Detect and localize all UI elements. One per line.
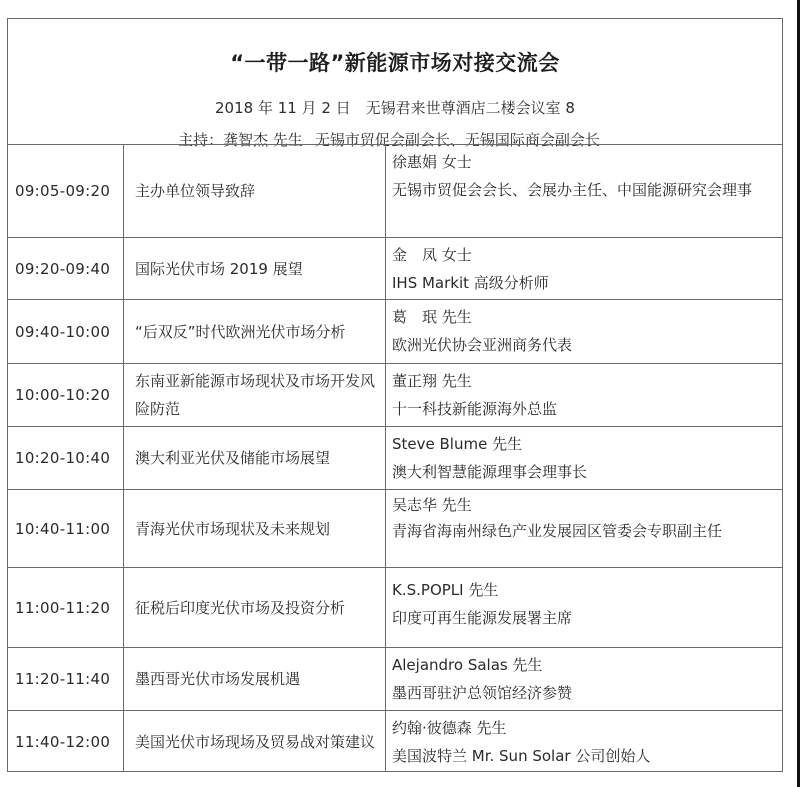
session-speaker — [386, 427, 782, 489]
session-time: 11:00-11:20 — [8, 568, 124, 647]
table-row — [8, 710, 782, 772]
event-date-venue: 2018 年 11 月 2 日 无锡君来世尊酒店二楼会议室 8 — [215, 99, 575, 117]
table-row — [8, 144, 782, 237]
agenda-header — [8, 19, 782, 149]
session-speaker — [386, 568, 782, 647]
session-topic: 国际光伏市场 2019 展望 — [124, 238, 386, 299]
session-topic: 主办单位领导致辞 — [124, 145, 386, 237]
session-speaker — [386, 300, 782, 363]
speaker-title: 澳大利智慧能源理事会理事长 — [392, 463, 588, 481]
speaker-name: Alejandro Salas 先生 — [392, 656, 543, 674]
agenda-table — [7, 18, 783, 772]
speaker-title: 欧洲光伏协会亚洲商务代表 — [392, 336, 573, 354]
table-row — [8, 426, 782, 489]
speaker-name: K.S.POPLI 先生 — [392, 581, 499, 599]
speaker-title: 无锡市贸促会会长、会展办主任、中国能源研究会理事 — [392, 181, 753, 199]
table-row — [8, 363, 782, 426]
speaker-name: 吴志华 先生 — [392, 496, 472, 514]
speaker-name: Steve Blume 先生 — [392, 435, 523, 453]
table-row — [8, 567, 782, 647]
speaker-title: 青海省海南州绿色产业发展园区管委会专职副主任 — [392, 522, 723, 540]
session-time: 10:20-10:40 — [8, 427, 124, 489]
page-title: “一带一路”新能源市场对接交流会 — [230, 51, 560, 75]
session-time: 09:05-09:20 — [8, 145, 124, 237]
speaker-name: 董正翔 先生 — [392, 372, 472, 390]
speaker-name: 葛 珉 先生 — [392, 308, 472, 326]
session-topic: 墨西哥光伏市场发展机遇 — [124, 648, 386, 710]
session-time: 09:20-09:40 — [8, 238, 124, 299]
table-row — [8, 237, 782, 299]
session-topic: 美国光伏市场现场及贸易战对策建议 — [124, 711, 386, 772]
session-topic: 澳大利亚光伏及储能市场展望 — [124, 427, 386, 489]
host-name: 主持：龚智杰 先生 — [178, 131, 303, 149]
session-topic: 青海光伏市场现状及未来规划 — [124, 490, 386, 567]
session-time: 11:40-12:00 — [8, 711, 124, 772]
speaker-name: 徐惠娟 女士 — [392, 153, 472, 171]
session-speaker — [386, 145, 782, 237]
speaker-title: 印度可再生能源发展署主席 — [392, 609, 573, 627]
session-topic: 征税后印度光伏市场及投资分析 — [124, 568, 386, 647]
session-time: 10:40-11:00 — [8, 490, 124, 567]
table-row — [8, 489, 782, 567]
speaker-title: 美国波特兰 Mr. Sun Solar 公司创始人 — [392, 747, 651, 765]
session-speaker — [386, 711, 782, 772]
speaker-name: 金 凤 女士 — [392, 246, 472, 264]
session-time: 11:20-11:40 — [8, 648, 124, 710]
speaker-name: 约翰·彼德森 先生 — [392, 719, 507, 737]
session-time: 10:00-10:20 — [8, 364, 124, 426]
session-topic: “后双反”时代欧洲光伏市场分析 — [124, 300, 386, 363]
session-topic: 东南亚新能源市场现状及市场开发风险防范 — [124, 364, 386, 426]
table-row — [8, 299, 782, 363]
session-speaker — [386, 648, 782, 710]
speaker-title: 墨西哥驻沪总领馆经济参赞 — [392, 684, 573, 702]
session-time: 09:40-10:00 — [8, 300, 124, 363]
speaker-title: 十一科技新能源海外总监 — [392, 400, 558, 418]
session-speaker — [386, 238, 782, 299]
table-row — [8, 647, 782, 710]
session-speaker — [386, 490, 782, 567]
session-speaker — [386, 364, 782, 426]
host-title: 无锡市贸促会副会长、无锡国际商会副会长 — [314, 131, 600, 149]
speaker-title: IHS Markit 高级分析师 — [392, 274, 549, 292]
